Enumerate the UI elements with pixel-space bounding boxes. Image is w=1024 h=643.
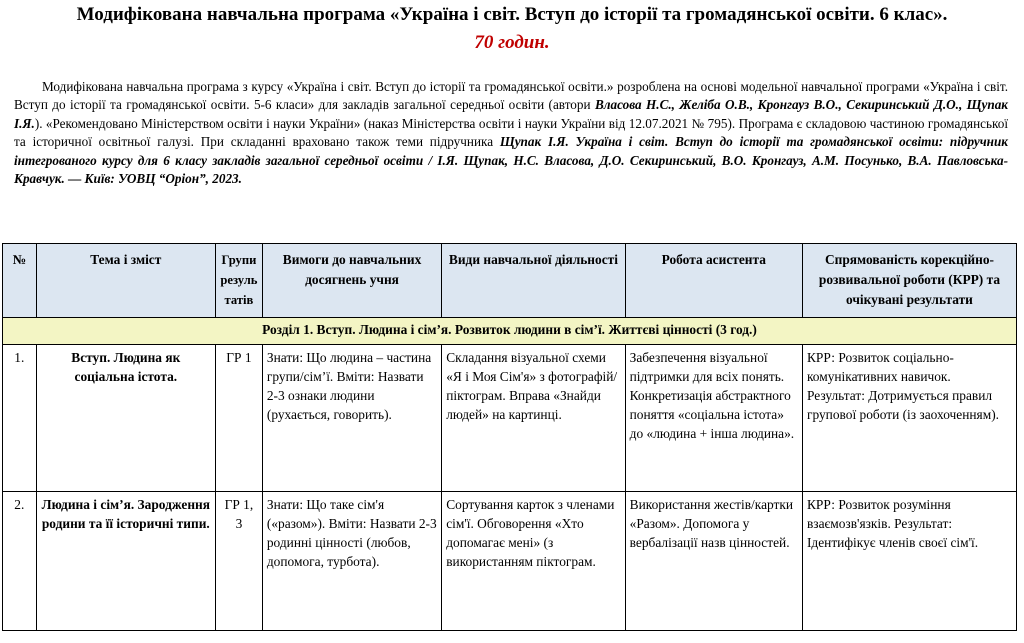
row-num: 2. <box>3 492 37 631</box>
row-groups: ГР 1, 3 <box>215 492 262 631</box>
intro-paragraph <box>14 78 1008 188</box>
intro-textbook: Щупак І.Я. Україна і світ. Вступ до історії та громадянської освіти: підручник інтегрованого курсу для 6 класу закладів загальної середньої освіти / І.Я. Щупак, Н.С. Власова, Д.О. Секиринський, В.О. Кронгауз, А.М. Посунько, В.А. Павловська-Кравчук. — Київ: УОВЦ “Оріон”, 2023. <box>14 134 1008 187</box>
row-topic: Людина і сім’я. Зародження родини та її історичні типи. <box>36 492 215 631</box>
row-requirements: Знати: Що таке сім'я («разом»). Вміти: Назвати 2-3 родинні цінності (любов, допомога, турбота). <box>262 492 441 631</box>
header-requirements: Вимоги до навчальних досягнень учня <box>262 244 441 318</box>
header-num: № <box>3 244 37 318</box>
intro-text-1: Модифікована навчальна програма з курсу «Україна і світ. Вступ до історії та громадянської освіти.» розроблена на основі модельної навчальної програми «Україна і світ. Вступ до історії та громадянської освіти. 5-6 класи» для закладів загальної середньої освіти (автори <box>14 79 1008 113</box>
row-assistant: Забезпечення візуальної підтримки для всіх понять. Конкретизація абстрактного поняття «соціальна істота» до «людина + інша людина». <box>625 345 802 492</box>
intro-text-2: ). «Рекомендовано Міністерством освіти і науки України» (наказ Міністерства освіти і науки України від 12.07.2021 № 795). Програма є складовою частиною громадянської та історичної освітньої галузі. При складанні враховано також теми підручника <box>14 115 1008 150</box>
table-row <box>3 492 1017 631</box>
section-row <box>3 318 1017 345</box>
table-header-row <box>3 244 1017 318</box>
section-title: Розділ 1. Вступ. Людина і сім’я. Розвиток людини в сім’ї. Життєві цінності (3 год.) <box>3 318 1017 345</box>
row-activities: Сортування карток з членами сім'ї. Обговорення «Хто допомагає мені» (з використанням піктограм. <box>442 492 625 631</box>
row-topic: Вступ. Людина як соціальна істота. <box>36 345 215 492</box>
row-num: 1. <box>3 345 37 492</box>
row-activities: Складання візуальної схеми «Я і Моя Сім'я» з фотографій/піктограм. Вправа «Знайди людей» на картинці. <box>442 345 625 492</box>
row-krr: КРР: Розвиток соціально-комунікативних навичок. Результат: Дотримується правил групової роботи (із заохоченням). <box>802 345 1016 492</box>
row-assistant: Використання жестів/картки «Разом». Допомога у вербалізації назв цінностей. <box>625 492 802 631</box>
header-topic: Тема і зміст <box>36 244 215 318</box>
intro-authors: Власова Н.С., Желіба О.В., Кронгауз В.О., Секиринський Д.О., Щупак І.Я. <box>14 97 1008 131</box>
header-assistant: Робота асистента <box>625 244 802 318</box>
page-title: Модифікована навчальна програма «Україна і світ. Вступ до історії та громадянської освіти. 6 клас». <box>76 4 948 25</box>
header-groups: Групи резуль татів <box>215 244 262 318</box>
header-activities: Види навчальної діяльності <box>442 244 625 318</box>
row-krr: КРР: Розвиток розуміння взаємозв'язків. Результат: Ідентифікує членів своєї сім'ї. <box>802 492 1016 631</box>
row-groups: ГР 1 <box>215 345 262 492</box>
header-krr: Спрямованість корекційно-розвивальної роботи (КРР) та очікувані результати <box>802 244 1016 318</box>
row-requirements: Знати: Що людина – частина групи/сім’ї. Вміти: Назвати 2-3 ознаки людини (рухається, говорить). <box>262 345 441 492</box>
table-row <box>3 345 1017 492</box>
program-table <box>2 243 1017 631</box>
hours-subtitle: 70 годин. <box>474 32 550 53</box>
